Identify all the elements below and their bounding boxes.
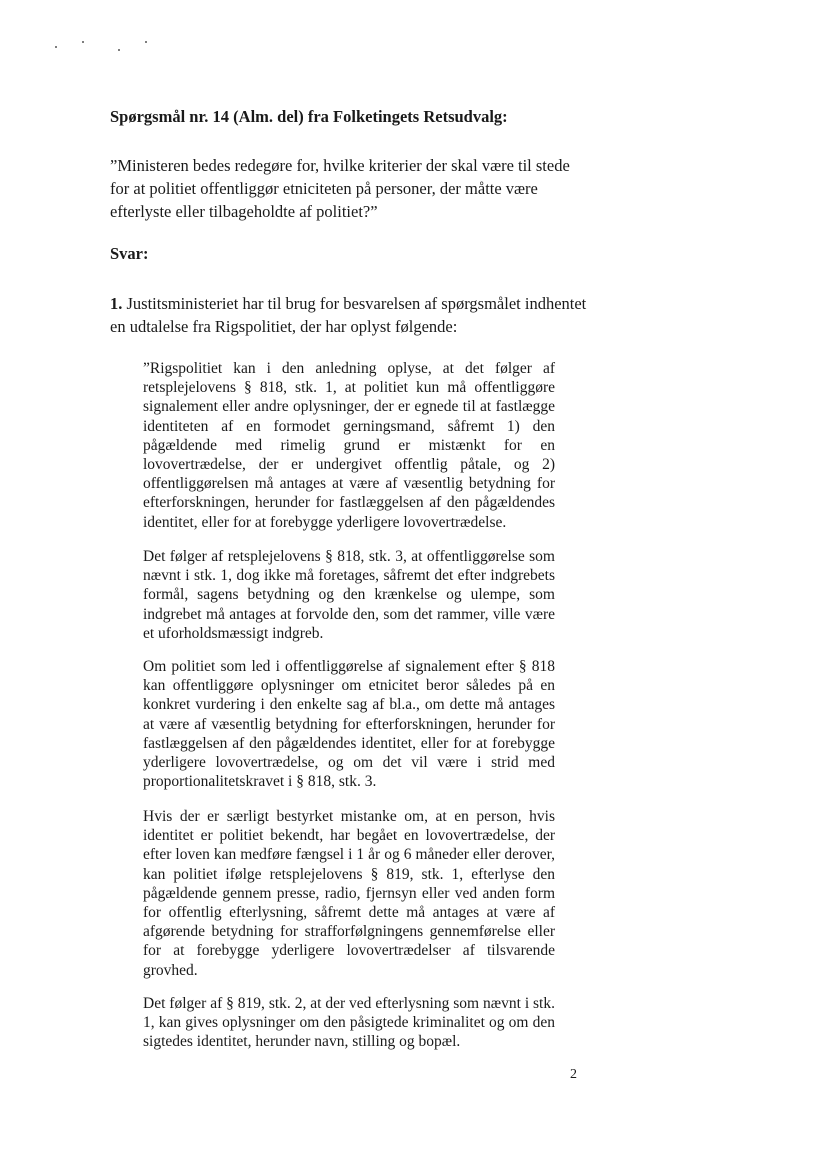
quoted-paragraph: Om politiet som led i offentliggørelse af signalement efter § 818 kan offentliggøre oplysninger om etnicitet beror således på en konkret vurdering i den enkelte sag af bl.a., om dette må antages at være af væsentlig betydning for efterforskningen, herunder for fastlæggelsen af den pågældendes identitet, eller for at forebygge yderligere lovovertrædelse, og om det vil være i strid med proportionalitetskravet i § 818, stk. 3. bbox=[143, 658, 555, 791]
intro-text: Justitsministeriet har til brug for besvarelsen af spørgsmålet indhentet en udtalelse fra Rigspolitiet, der har oplyst følgende: bbox=[110, 294, 587, 336]
scan-specks bbox=[55, 38, 165, 58]
quoted-paragraph: Hvis der er særligt bestyrket mistanke om, at en person, hvis identitet er politiet bekendt, har begået en lovovertrædelse, der efter loven kan medføre fængsel i 1 år og 6 måneder eller derover, kan politiet ifølge retsplejelovens § 819, stk. 1, efterlyse den pågældende gennem presse, radio, fjernsyn eller ved anden form for offentlig efterlysning, såfremt dette må antages at være af afgørende betydning for strafforfølgningens gennemførelse eller for at forebygge yderligere lovovertrædelser af tilsvarende grovhed. bbox=[143, 808, 555, 979]
answer-heading: Svar: bbox=[110, 244, 149, 263]
quoted-paragraph: Det følger af § 819, stk. 2, at der ved efterlysning som nævnt i stk. 1, kan gives oplysninger om den påsigtede kriminalitet og om den sigtedes identitet, herunder navn, stilling og bopæl. bbox=[143, 995, 555, 1051]
page-number: 2 bbox=[570, 1067, 577, 1082]
intro-number: 1. bbox=[110, 294, 123, 313]
answer-intro bbox=[110, 292, 594, 338]
quoted-paragraph: Det følger af retsplejelovens § 818, stk. 3, at offentliggørelse som nævnt i stk. 1, dog ikke må foretages, såfremt det efter indgrebets formål, sagens betydning og den krænkelse og ulempe, som indgrebet må antages at forvolde den, som det rammer, ville være et uforholdsmæssigt indgreb. bbox=[143, 548, 555, 642]
quoted-paragraph: ”Rigspolitiet kan i den anledning oplyse, at det følger af retsplejelovens § 818, stk. 1, at politiet kun må offentliggøre signalement eller andre oplysninger, der er egnede til at fastlægge identiteten af en formodet gerningsmand, såfremt 1) den pågældende med rimelig grund er mistænkt for en lovovertrædelse, der er undergivet offentlig påtale, og 2) offentliggørelsen må antages at være af væsentlig betydning for efterforskningen, herunder for fastlæggelsen af den pågældendes identitet, eller for at forebygge yderligere lovovertrædelse. bbox=[143, 360, 555, 531]
question-text: ”Ministeren bedes redegøre for, hvilke kriterier der skal være til stede for at politiet offentliggør etniciteten på personer, der måtte være efterlyste eller tilbageholdte af politiet?” bbox=[110, 156, 570, 221]
document-heading: Spørgsmål nr. 14 (Alm. del) fra Folketingets Retsudvalg: bbox=[110, 107, 508, 126]
